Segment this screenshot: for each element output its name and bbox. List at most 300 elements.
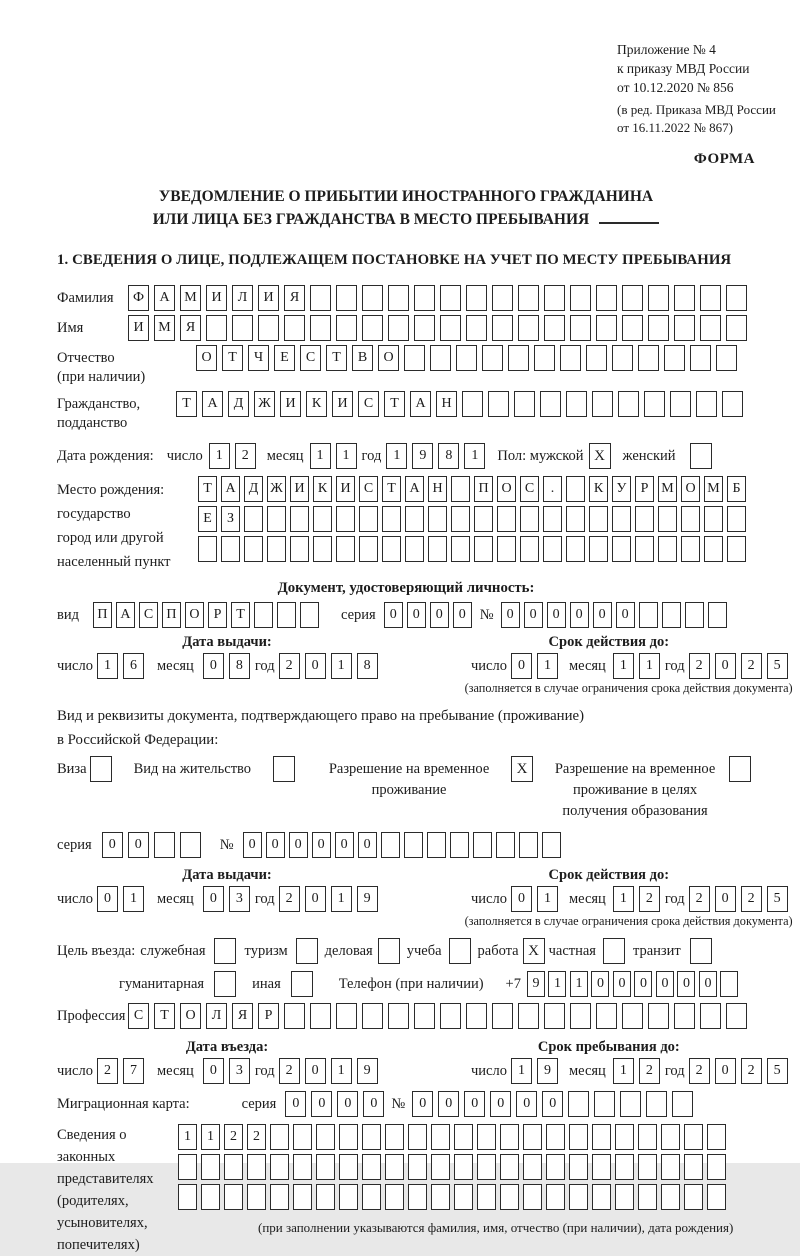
char-cell[interactable]: 8 (229, 653, 250, 679)
char-cell[interactable]: 0 (203, 1058, 224, 1084)
char-cell[interactable] (570, 315, 591, 341)
char-cell[interactable]: 0 (715, 886, 736, 912)
char-cell[interactable] (592, 1184, 611, 1210)
char-cell[interactable] (594, 1091, 615, 1117)
char-cell[interactable] (674, 1003, 695, 1029)
char-cell[interactable]: 0 (97, 886, 118, 912)
char-cell[interactable]: 7 (123, 1058, 144, 1084)
char-cell[interactable] (339, 1184, 358, 1210)
char-cell[interactable] (466, 315, 487, 341)
char-cell[interactable]: Т (384, 391, 405, 417)
char-cell[interactable] (658, 506, 677, 532)
char-cell[interactable]: 1 (548, 971, 566, 997)
char-cell[interactable]: И (332, 391, 353, 417)
char-cell[interactable] (180, 832, 201, 858)
char-cell[interactable] (310, 315, 331, 341)
char-cell[interactable]: 0 (337, 1091, 358, 1117)
char-cell[interactable]: 2 (247, 1124, 266, 1150)
char-cell[interactable]: И (206, 285, 227, 311)
char-cell[interactable]: Я (232, 1003, 253, 1029)
char-cell[interactable] (543, 536, 562, 562)
char-cell[interactable] (362, 1154, 381, 1180)
char-cell[interactable]: А (221, 476, 240, 502)
char-cell[interactable] (428, 506, 447, 532)
char-cell[interactable] (362, 315, 383, 341)
char-cell[interactable] (440, 285, 461, 311)
char-cell[interactable]: И (336, 476, 355, 502)
char-cell[interactable] (492, 285, 513, 311)
char-cell[interactable] (408, 1184, 427, 1210)
char-cell[interactable]: Ж (254, 391, 275, 417)
char-cell[interactable]: 6 (123, 653, 144, 679)
char-cell[interactable]: Т (198, 476, 217, 502)
char-cell[interactable] (639, 602, 658, 628)
char-cell[interactable]: 0 (715, 653, 736, 679)
char-cell[interactable]: 1 (464, 443, 485, 469)
char-cell[interactable] (382, 506, 401, 532)
char-cell[interactable]: 1 (123, 886, 144, 912)
char-cell[interactable] (477, 1184, 496, 1210)
char-cell[interactable] (638, 345, 659, 371)
char-cell[interactable] (362, 1003, 383, 1029)
purpose-other-checkbox[interactable] (291, 971, 313, 997)
char-cell[interactable] (388, 1003, 409, 1029)
char-cell[interactable] (428, 536, 447, 562)
char-cell[interactable]: 0 (511, 886, 532, 912)
char-cell[interactable] (707, 1124, 726, 1150)
char-cell[interactable] (454, 1184, 473, 1210)
char-cell[interactable]: К (306, 391, 327, 417)
char-cell[interactable] (232, 315, 253, 341)
char-cell[interactable] (300, 602, 319, 628)
char-cell[interactable]: 9 (527, 971, 545, 997)
char-cell[interactable] (224, 1184, 243, 1210)
char-cell[interactable] (707, 1184, 726, 1210)
char-cell[interactable]: Т (176, 391, 197, 417)
char-cell[interactable]: Л (206, 1003, 227, 1029)
char-cell[interactable]: И (128, 315, 149, 341)
char-cell[interactable] (451, 506, 470, 532)
purpose-tourism-checkbox[interactable] (296, 938, 318, 964)
char-cell[interactable] (523, 1124, 542, 1150)
char-cell[interactable] (362, 285, 383, 311)
char-cell[interactable] (648, 1003, 669, 1029)
char-cell[interactable]: 0 (305, 886, 326, 912)
char-cell[interactable] (508, 345, 529, 371)
char-cell[interactable]: И (290, 476, 309, 502)
char-cell[interactable]: С (139, 602, 158, 628)
char-cell[interactable] (646, 1091, 667, 1117)
char-cell[interactable]: 1 (97, 653, 118, 679)
char-cell[interactable] (546, 1124, 565, 1150)
char-cell[interactable] (293, 1124, 312, 1150)
char-cell[interactable] (336, 506, 355, 532)
char-cell[interactable]: 0 (335, 832, 354, 858)
char-cell[interactable] (700, 315, 721, 341)
char-cell[interactable] (427, 832, 446, 858)
char-cell[interactable] (622, 315, 643, 341)
char-cell[interactable] (466, 285, 487, 311)
char-cell[interactable] (385, 1154, 404, 1180)
char-cell[interactable] (496, 832, 515, 858)
char-cell[interactable] (726, 285, 747, 311)
char-cell[interactable] (500, 1154, 519, 1180)
char-cell[interactable] (622, 285, 643, 311)
char-cell[interactable]: 1 (310, 443, 331, 469)
char-cell[interactable] (431, 1154, 450, 1180)
char-cell[interactable]: 1 (201, 1124, 220, 1150)
char-cell[interactable]: И (280, 391, 301, 417)
char-cell[interactable]: 1 (537, 653, 558, 679)
char-cell[interactable]: 0 (203, 886, 224, 912)
char-cell[interactable]: 2 (689, 886, 710, 912)
char-cell[interactable] (566, 536, 585, 562)
char-cell[interactable] (542, 832, 561, 858)
char-cell[interactable]: Л (232, 285, 253, 311)
char-cell[interactable] (592, 391, 613, 417)
char-cell[interactable] (612, 506, 631, 532)
char-cell[interactable]: 0 (407, 602, 426, 628)
char-cell[interactable]: 2 (741, 653, 762, 679)
char-cell[interactable] (198, 536, 217, 562)
char-cell[interactable]: 2 (639, 1058, 660, 1084)
char-cell[interactable]: 0 (542, 1091, 563, 1117)
char-cell[interactable] (674, 315, 695, 341)
char-cell[interactable] (622, 1003, 643, 1029)
char-cell[interactable]: 0 (453, 602, 472, 628)
char-cell[interactable]: 1 (331, 1058, 352, 1084)
char-cell[interactable]: 5 (767, 886, 788, 912)
char-cell[interactable] (684, 1154, 703, 1180)
char-cell[interactable] (408, 1154, 427, 1180)
purpose-official-checkbox[interactable] (214, 938, 236, 964)
char-cell[interactable] (450, 832, 469, 858)
purpose-private-checkbox[interactable] (603, 938, 625, 964)
char-cell[interactable]: 0 (289, 832, 308, 858)
residence-permit-checkbox[interactable] (273, 756, 295, 782)
char-cell[interactable] (414, 315, 435, 341)
char-cell[interactable] (681, 506, 700, 532)
char-cell[interactable]: А (202, 391, 223, 417)
char-cell[interactable] (154, 832, 175, 858)
char-cell[interactable]: М (154, 315, 175, 341)
char-cell[interactable] (284, 1003, 305, 1029)
char-cell[interactable]: М (704, 476, 723, 502)
char-cell[interactable]: 1 (386, 443, 407, 469)
char-cell[interactable] (430, 345, 451, 371)
temp-residence-checkbox[interactable]: X (511, 756, 533, 782)
char-cell[interactable]: Р (635, 476, 654, 502)
char-cell[interactable] (708, 602, 727, 628)
char-cell[interactable]: О (196, 345, 217, 371)
char-cell[interactable] (570, 285, 591, 311)
char-cell[interactable]: 2 (741, 1058, 762, 1084)
char-cell[interactable] (696, 391, 717, 417)
char-cell[interactable] (313, 536, 332, 562)
char-cell[interactable] (414, 285, 435, 311)
char-cell[interactable]: 1 (331, 886, 352, 912)
char-cell[interactable] (336, 536, 355, 562)
char-cell[interactable] (566, 476, 585, 502)
char-cell[interactable] (727, 536, 746, 562)
char-cell[interactable] (615, 1154, 634, 1180)
char-cell[interactable]: 0 (358, 832, 377, 858)
char-cell[interactable] (620, 1091, 641, 1117)
char-cell[interactable] (310, 1003, 331, 1029)
char-cell[interactable]: 0 (613, 971, 631, 997)
char-cell[interactable] (707, 1154, 726, 1180)
char-cell[interactable] (267, 536, 286, 562)
char-cell[interactable] (544, 1003, 565, 1029)
char-cell[interactable]: 0 (699, 971, 717, 997)
char-cell[interactable]: 9 (357, 1058, 378, 1084)
char-cell[interactable] (500, 1124, 519, 1150)
char-cell[interactable] (658, 536, 677, 562)
char-cell[interactable]: 0 (102, 832, 123, 858)
purpose-humanitarian-checkbox[interactable] (214, 971, 236, 997)
char-cell[interactable]: М (180, 285, 201, 311)
char-cell[interactable] (661, 1184, 680, 1210)
char-cell[interactable] (497, 506, 516, 532)
char-cell[interactable]: 9 (537, 1058, 558, 1084)
char-cell[interactable] (382, 536, 401, 562)
char-cell[interactable] (612, 345, 633, 371)
char-cell[interactable] (316, 1124, 335, 1150)
char-cell[interactable]: 9 (412, 443, 433, 469)
char-cell[interactable] (546, 1154, 565, 1180)
char-cell[interactable] (284, 315, 305, 341)
char-cell[interactable] (440, 1003, 461, 1029)
char-cell[interactable] (336, 285, 357, 311)
char-cell[interactable]: 0 (305, 1058, 326, 1084)
char-cell[interactable] (258, 315, 279, 341)
char-cell[interactable] (290, 536, 309, 562)
char-cell[interactable]: М (658, 476, 677, 502)
char-cell[interactable] (404, 345, 425, 371)
char-cell[interactable] (635, 506, 654, 532)
char-cell[interactable]: Ч (248, 345, 269, 371)
char-cell[interactable]: С (520, 476, 539, 502)
char-cell[interactable]: И (258, 285, 279, 311)
char-cell[interactable] (648, 285, 669, 311)
char-cell[interactable] (221, 536, 240, 562)
char-cell[interactable] (178, 1154, 197, 1180)
char-cell[interactable] (385, 1124, 404, 1150)
char-cell[interactable] (310, 285, 331, 311)
char-cell[interactable] (293, 1184, 312, 1210)
char-cell[interactable] (566, 506, 585, 532)
char-cell[interactable]: 1 (331, 653, 352, 679)
char-cell[interactable]: 0 (490, 1091, 511, 1117)
char-cell[interactable] (618, 391, 639, 417)
purpose-business-checkbox[interactable] (378, 938, 400, 964)
char-cell[interactable]: 2 (639, 886, 660, 912)
char-cell[interactable]: О (185, 602, 204, 628)
char-cell[interactable] (293, 1154, 312, 1180)
char-cell[interactable] (560, 345, 581, 371)
char-cell[interactable] (431, 1184, 450, 1210)
char-cell[interactable]: О (378, 345, 399, 371)
char-cell[interactable]: Я (180, 315, 201, 341)
char-cell[interactable]: 1 (511, 1058, 532, 1084)
char-cell[interactable] (612, 536, 631, 562)
char-cell[interactable] (270, 1124, 289, 1150)
char-cell[interactable]: П (474, 476, 493, 502)
char-cell[interactable]: П (162, 602, 181, 628)
char-cell[interactable]: 2 (224, 1124, 243, 1150)
char-cell[interactable] (206, 315, 227, 341)
char-cell[interactable]: 0 (501, 602, 520, 628)
char-cell[interactable]: Ф (128, 285, 149, 311)
char-cell[interactable]: 8 (357, 653, 378, 679)
char-cell[interactable] (726, 315, 747, 341)
char-cell[interactable] (546, 1184, 565, 1210)
char-cell[interactable] (388, 315, 409, 341)
purpose-work-checkbox[interactable]: X (523, 938, 545, 964)
char-cell[interactable] (313, 506, 332, 532)
char-cell[interactable] (569, 1154, 588, 1180)
char-cell[interactable]: 0 (203, 653, 224, 679)
char-cell[interactable]: 0 (438, 1091, 459, 1117)
char-cell[interactable]: Т (231, 602, 250, 628)
char-cell[interactable]: 0 (312, 832, 331, 858)
char-cell[interactable]: У (612, 476, 631, 502)
char-cell[interactable] (385, 1184, 404, 1210)
char-cell[interactable]: 1 (178, 1124, 197, 1150)
char-cell[interactable] (451, 476, 470, 502)
char-cell[interactable] (568, 1091, 589, 1117)
char-cell[interactable]: 0 (285, 1091, 306, 1117)
purpose-study-checkbox[interactable] (449, 938, 471, 964)
char-cell[interactable]: 0 (524, 602, 543, 628)
char-cell[interactable] (700, 285, 721, 311)
char-cell[interactable] (514, 391, 535, 417)
char-cell[interactable] (339, 1124, 358, 1150)
char-cell[interactable]: О (681, 476, 700, 502)
char-cell[interactable] (408, 1124, 427, 1150)
char-cell[interactable]: Н (428, 476, 447, 502)
char-cell[interactable] (566, 391, 587, 417)
char-cell[interactable]: 5 (767, 1058, 788, 1084)
char-cell[interactable]: Т (222, 345, 243, 371)
char-cell[interactable]: 0 (516, 1091, 537, 1117)
char-cell[interactable] (685, 602, 704, 628)
char-cell[interactable] (569, 1184, 588, 1210)
char-cell[interactable] (592, 1154, 611, 1180)
char-cell[interactable] (540, 391, 561, 417)
char-cell[interactable] (684, 1184, 703, 1210)
char-cell[interactable] (570, 1003, 591, 1029)
char-cell[interactable] (596, 1003, 617, 1029)
temp-residence-education-checkbox[interactable] (729, 756, 751, 782)
char-cell[interactable] (569, 1124, 588, 1150)
char-cell[interactable] (224, 1154, 243, 1180)
char-cell[interactable] (661, 1154, 680, 1180)
char-cell[interactable]: 9 (357, 886, 378, 912)
purpose-transit-checkbox[interactable] (690, 938, 712, 964)
char-cell[interactable]: С (358, 391, 379, 417)
char-cell[interactable] (523, 1184, 542, 1210)
char-cell[interactable]: Е (198, 506, 217, 532)
char-cell[interactable] (648, 315, 669, 341)
char-cell[interactable] (277, 602, 296, 628)
char-cell[interactable]: С (128, 1003, 149, 1029)
char-cell[interactable] (339, 1154, 358, 1180)
char-cell[interactable] (405, 536, 424, 562)
char-cell[interactable]: 1 (209, 443, 230, 469)
char-cell[interactable] (638, 1124, 657, 1150)
char-cell[interactable] (267, 506, 286, 532)
char-cell[interactable] (414, 1003, 435, 1029)
char-cell[interactable] (247, 1184, 266, 1210)
char-cell[interactable] (500, 1184, 519, 1210)
char-cell[interactable] (388, 285, 409, 311)
char-cell[interactable]: Н (436, 391, 457, 417)
char-cell[interactable]: К (313, 476, 332, 502)
char-cell[interactable] (635, 536, 654, 562)
char-cell[interactable]: Т (154, 1003, 175, 1029)
char-cell[interactable] (456, 345, 477, 371)
char-cell[interactable] (477, 1124, 496, 1150)
char-cell[interactable] (270, 1154, 289, 1180)
char-cell[interactable] (466, 1003, 487, 1029)
char-cell[interactable]: 0 (677, 971, 695, 997)
char-cell[interactable]: Е (274, 345, 295, 371)
char-cell[interactable]: 1 (639, 653, 660, 679)
char-cell[interactable] (544, 285, 565, 311)
char-cell[interactable] (704, 536, 723, 562)
char-cell[interactable] (592, 1124, 611, 1150)
char-cell[interactable] (589, 506, 608, 532)
char-cell[interactable] (722, 391, 743, 417)
char-cell[interactable]: 0 (128, 832, 149, 858)
char-cell[interactable] (638, 1154, 657, 1180)
visa-checkbox[interactable] (90, 756, 112, 782)
char-cell[interactable]: 0 (305, 653, 326, 679)
char-cell[interactable]: А (405, 476, 424, 502)
char-cell[interactable] (589, 536, 608, 562)
char-cell[interactable]: 0 (266, 832, 285, 858)
char-cell[interactable]: 0 (243, 832, 262, 858)
char-cell[interactable] (488, 391, 509, 417)
char-cell[interactable] (586, 345, 607, 371)
char-cell[interactable] (454, 1124, 473, 1150)
char-cell[interactable] (523, 1154, 542, 1180)
char-cell[interactable] (473, 832, 492, 858)
char-cell[interactable]: . (543, 476, 562, 502)
char-cell[interactable]: А (410, 391, 431, 417)
char-cell[interactable] (244, 506, 263, 532)
char-cell[interactable] (336, 315, 357, 341)
char-cell[interactable] (704, 506, 723, 532)
char-cell[interactable] (201, 1154, 220, 1180)
char-cell[interactable] (362, 1184, 381, 1210)
char-cell[interactable] (596, 285, 617, 311)
char-cell[interactable] (520, 536, 539, 562)
char-cell[interactable] (270, 1184, 289, 1210)
char-cell[interactable] (543, 506, 562, 532)
char-cell[interactable]: 2 (97, 1058, 118, 1084)
char-cell[interactable]: 0 (363, 1091, 384, 1117)
char-cell[interactable] (492, 1003, 513, 1029)
char-cell[interactable]: А (154, 285, 175, 311)
char-cell[interactable] (316, 1154, 335, 1180)
char-cell[interactable]: 0 (570, 602, 589, 628)
char-cell[interactable]: 0 (616, 602, 635, 628)
sex-male-checkbox[interactable]: X (589, 443, 611, 469)
char-cell[interactable]: 0 (656, 971, 674, 997)
char-cell[interactable]: 0 (311, 1091, 332, 1117)
